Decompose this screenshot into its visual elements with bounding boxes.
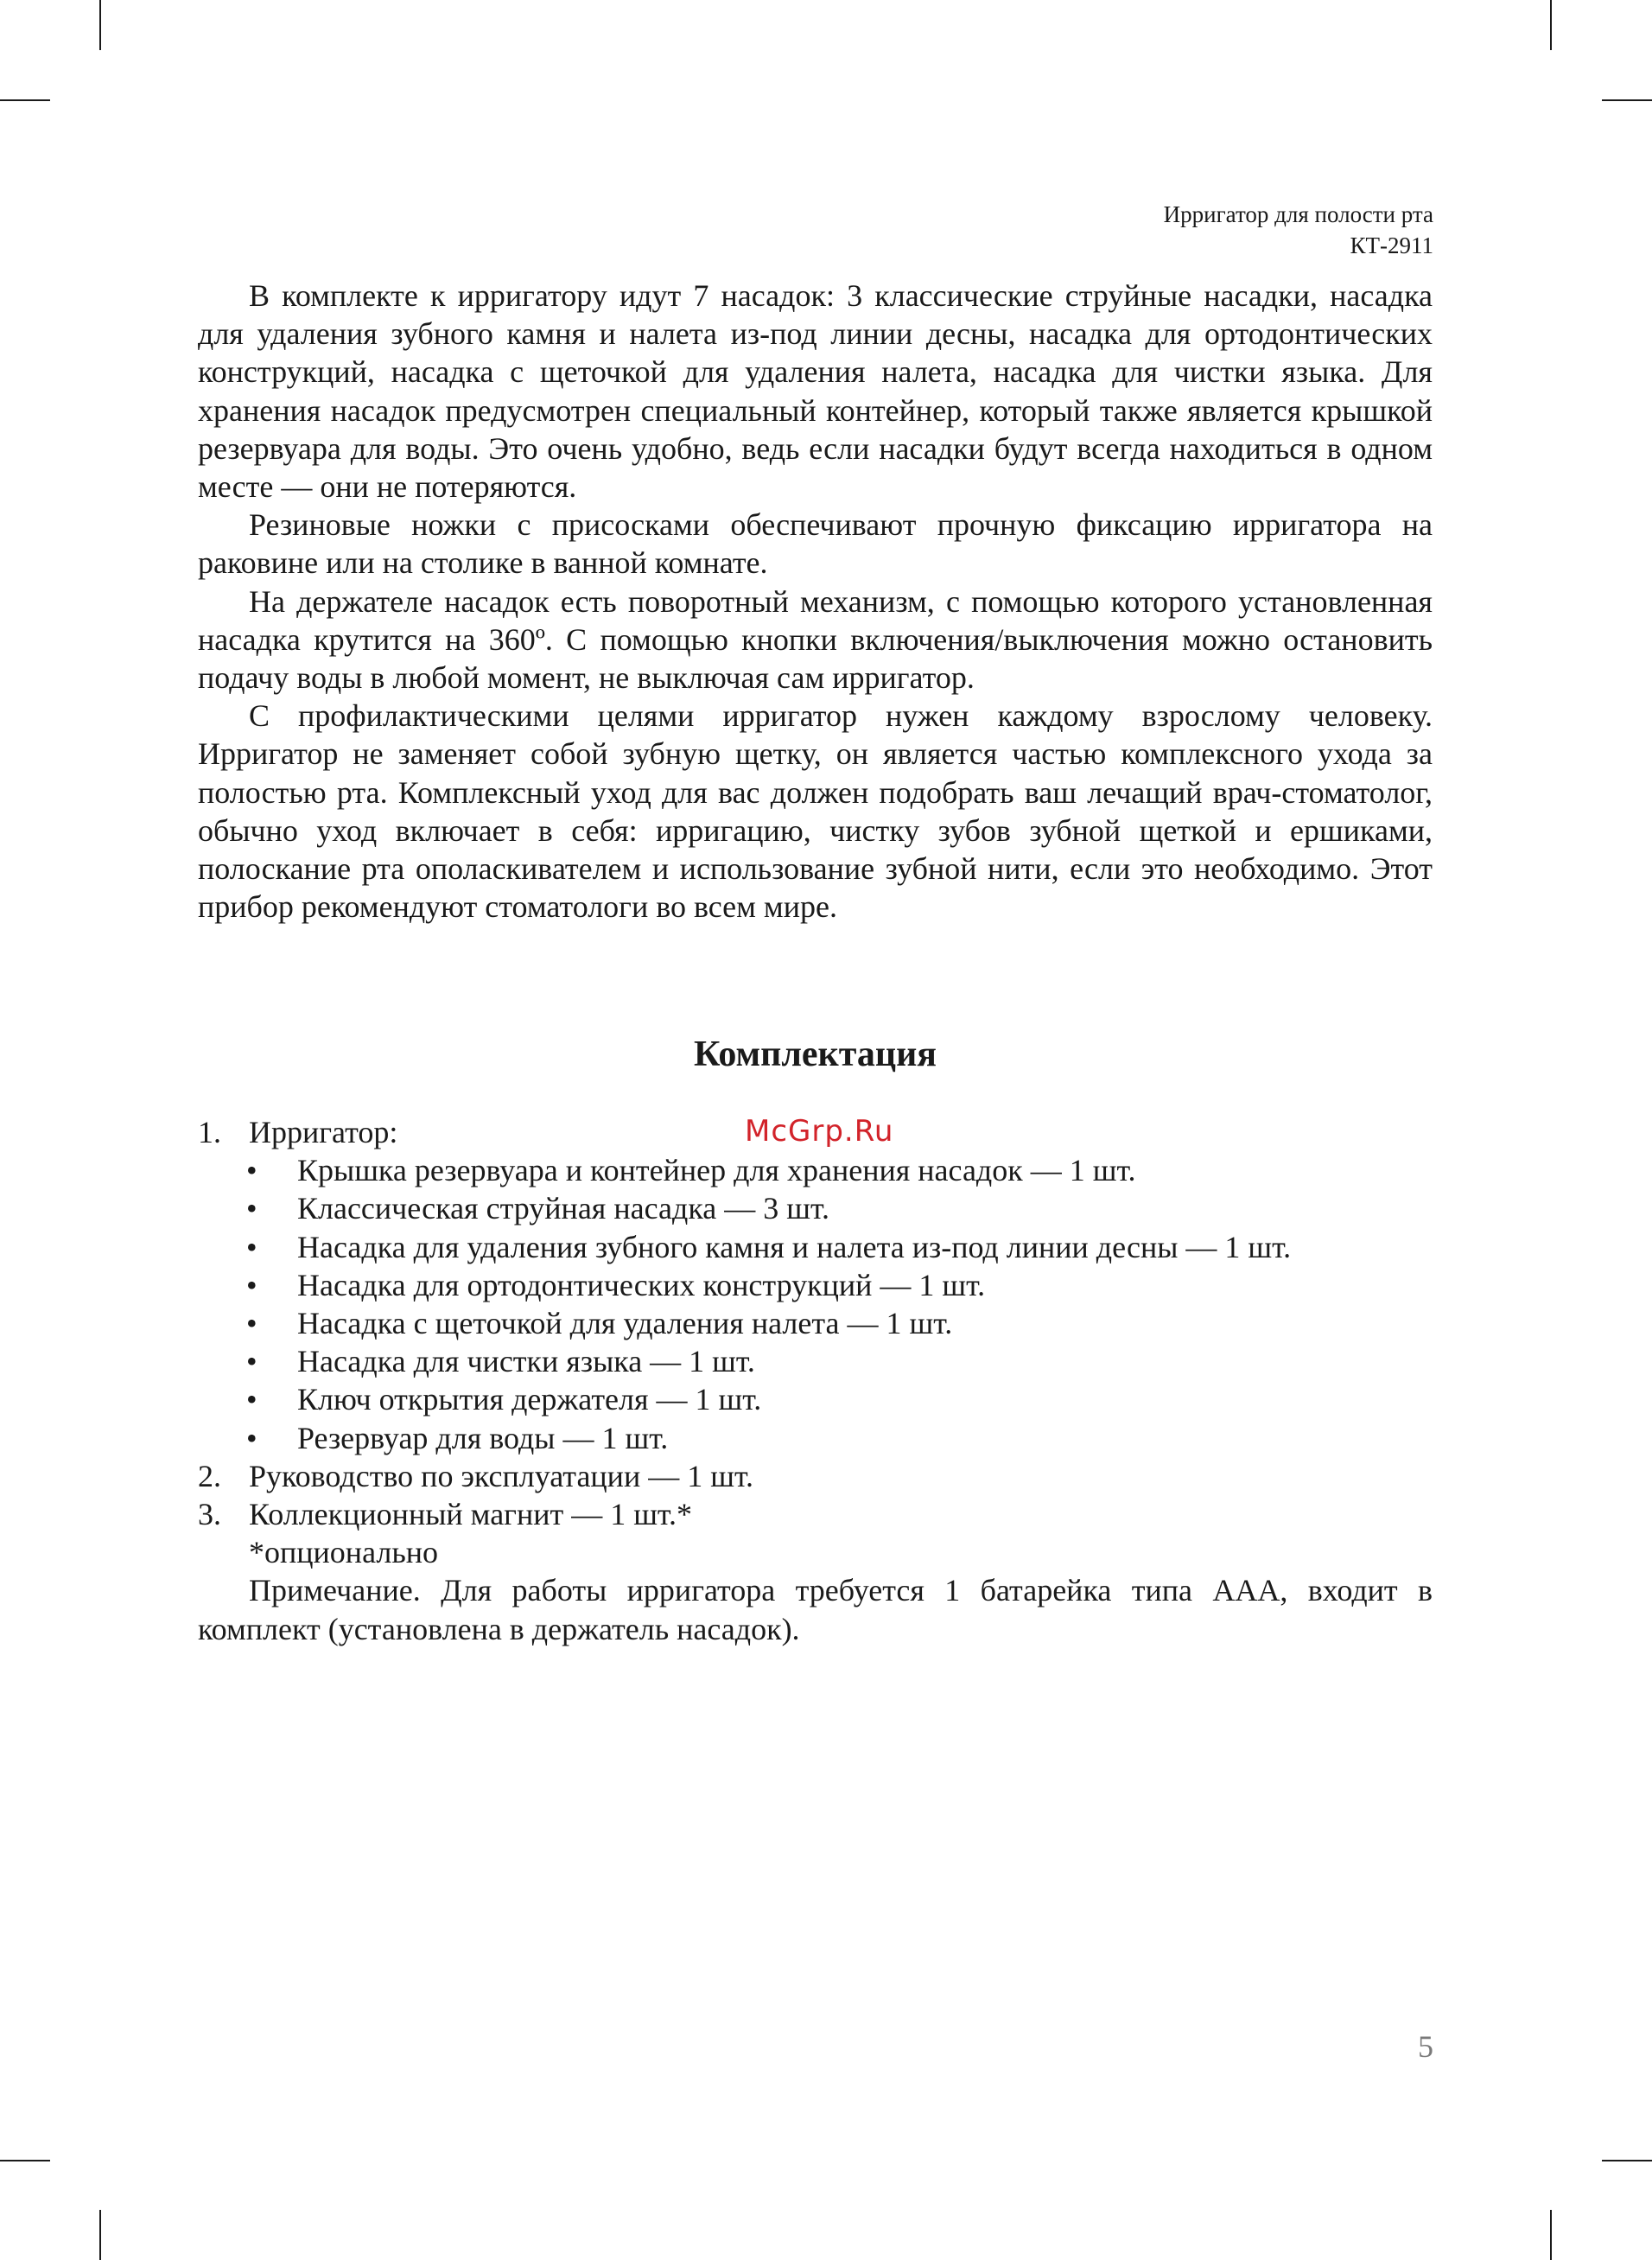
crop-mark-top-left (99, 0, 101, 50)
kit-sub-item-label: Резервуар для воды — 1 шт. (297, 1420, 669, 1455)
bullet-icon: • (246, 1306, 257, 1341)
kit-sub-item-label: Насадка с щеточкой для удаления налета — 1 шт. (297, 1306, 953, 1341)
watermark: McGrp.Ru (745, 1114, 894, 1149)
crop-mark-right-top (1602, 99, 1652, 101)
kit-item (198, 1457, 1433, 1495)
crop-mark-right-bottom (1602, 2160, 1652, 2161)
kit-sub-item (198, 1266, 1433, 1304)
header-product: Ирригатор для полости рта (1163, 201, 1433, 227)
kit-sub-item-label: Насадка для чистки языка — 1 шт. (297, 1344, 755, 1379)
crop-mark-bottom-left (99, 2210, 101, 2260)
kit-sub-item (198, 1342, 1433, 1380)
kit-sub-item (198, 1151, 1433, 1189)
intro-text (198, 277, 1433, 926)
kit-sub-item (198, 1380, 1433, 1418)
bullet-icon: • (246, 1153, 257, 1188)
page-number: 5 (1418, 2029, 1433, 2064)
kit-item-label: Руководство по эксплуатации — 1 шт. (249, 1458, 753, 1493)
kit-note: Примечание. Для работы ирригатора требуется 1 батарейка типа ААА, входит в комплект (установлена в держатель насадок). (198, 1573, 1433, 1646)
kit-sub-item-label: Насадка для ортодонтических конструкций — 1 шт. (297, 1267, 986, 1302)
kit-sub-item (198, 1419, 1433, 1457)
section-title: Комплектация (693, 1035, 937, 1074)
kit-sub-item (198, 1189, 1433, 1227)
kit-list (198, 1113, 1433, 1648)
paragraph-rotation: На держателе насадок есть поворотный механизм, с помощью которого установленная насадка крутится на 360º. С помощью кнопки включения/выключения можно остановить подачу воды в любой момент, не выключая сам ирригатор. (198, 583, 1433, 696)
bullet-icon: • (246, 1420, 257, 1455)
paragraph-suction-feet: Резиновые ножки с присосками обеспечивают прочную фиксацию ирригатора на раковине или на столике в ванной комнате. (198, 507, 1433, 581)
kit-footnote: *опционально (249, 1535, 439, 1570)
bullet-icon: • (246, 1382, 257, 1417)
crop-mark-left-bottom (0, 2160, 50, 2161)
kit-sub-item-label: Ключ открытия держателя — 1 шт. (297, 1382, 762, 1417)
kit-sub-item (198, 1228, 1433, 1266)
kit-item-label: Ирригатор: (249, 1115, 398, 1149)
paragraph-nozzles: В комплекте к ирригатору идут 7 насадок: 3 классические струйные насадки, насадка для удаления зубного камня и налета из-под линии десны, насадка для ортодонтических конструкций, насадка с щеточкой для удаления налета, насадка для чистки языка. Для хранения насадок предусмотрен специальный контейнер, который также является крышкой резервуара для воды. Это очень удобно, ведь если насадки будут всегда находиться в одном месте — они не потеряются. (198, 278, 1433, 505)
kit-item-number: 3. (198, 1497, 221, 1532)
kit-item (198, 1495, 1433, 1533)
kit-sub-item-label: Классическая струйная насадка — 3 шт. (297, 1191, 829, 1226)
crop-mark-bottom-right (1550, 2210, 1552, 2260)
kit-item-number: 2. (198, 1458, 221, 1493)
paragraph-prophylaxis: С профилактическими целями ирригатор нужен каждому взрослому человеку. Ирригатор не заменяет собой зубную щетку, он является частью комплексного ухода за полостью рта. Комплексный уход для вас должен подобрать ваш лечащий врач-стоматолог, обычно уход включает в себя: ирригацию, чистку зубов зубной щеткой и ершиками, полоскание рта ополаскивателем и использование зубной нити, если это необходимо. Этот прибор рекомендуют стоматологи во всем мире. (198, 698, 1433, 925)
kit-item (198, 1113, 1433, 1151)
bullet-icon: • (246, 1229, 257, 1264)
bullet-icon: • (246, 1191, 257, 1226)
running-header (1164, 199, 1433, 261)
kit-item-number: 1. (198, 1115, 221, 1149)
kit-sub-item-label: Крышка резервуара и контейнер для хранения насадок — 1 шт. (297, 1153, 1136, 1188)
kit-sub-item-label: Насадка для удаления зубного камня и налета из-под линии десны — 1 шт. (297, 1229, 1292, 1264)
kit-sub-item (198, 1304, 1433, 1342)
crop-mark-top-right (1550, 0, 1552, 50)
kit-item-label: Коллекционный магнит — 1 шт.* (249, 1497, 692, 1532)
header-model: КТ-2911 (1350, 232, 1433, 258)
crop-mark-left-top (0, 99, 50, 101)
bullet-icon: • (246, 1344, 257, 1379)
bullet-icon: • (246, 1267, 257, 1302)
